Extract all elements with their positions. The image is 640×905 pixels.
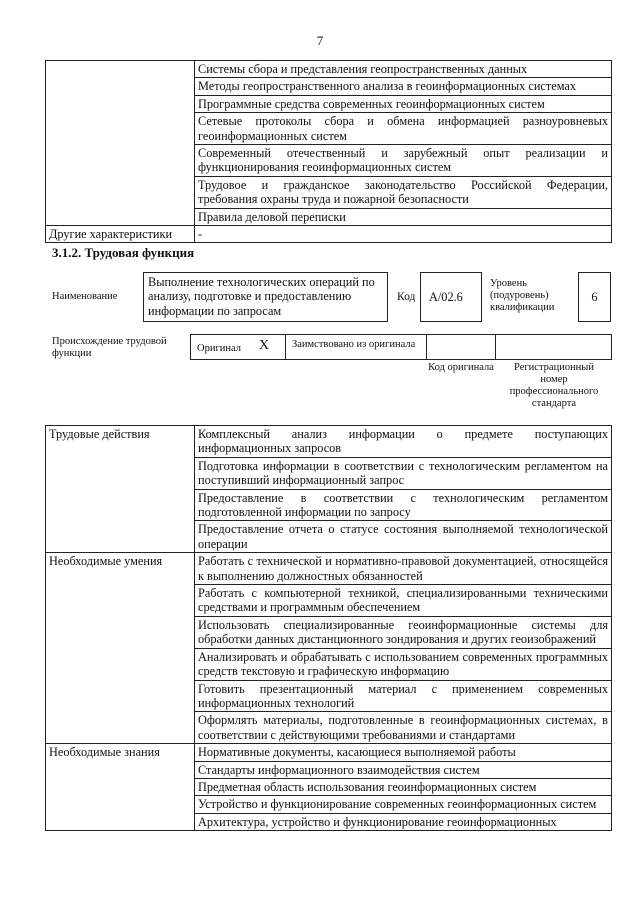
table-row: Предоставление отчета о статусе состояния выполняемой технологической операции [195, 521, 612, 553]
actions-label: Трудовые действия [46, 426, 195, 553]
original-mark: X [259, 338, 270, 353]
table-row: Программные средства современных геоинформационных систем [195, 95, 612, 112]
table-row: Устройство и функционирование современных геоинформационных систем [195, 796, 612, 813]
page-number: 7 [316, 33, 324, 48]
code-original-label: Код оригинала [428, 362, 494, 373]
table-row: Готовить презентационный материал с применением современных информационных технологий [195, 680, 612, 712]
table-row: Системы сбора и представления геопространственных данных [195, 61, 612, 78]
code-label: Код [397, 291, 416, 303]
section-title: 3.1.2. Трудовая функция [52, 245, 195, 260]
borrowed-label: Заимствовано из оригинала [292, 339, 416, 350]
table-row: Использовать специализированные геоинформационные системы для обработки данных дистанционного зондирования и других геоизображений [195, 616, 612, 648]
other-characteristics-value: - [195, 226, 612, 243]
table-row: Правила деловой переписки [195, 208, 612, 225]
table-row: Нормативные документы, касающиеся выполняемой работы [195, 744, 612, 761]
table-row: Работать с технической и нормативно-правовой документацией, относящейся к выполнению должностных обязанностей [195, 553, 612, 585]
borrowed-box [285, 334, 427, 360]
knowledge-continuation-table [45, 60, 612, 243]
code-value-box: А/02.6 [420, 272, 482, 322]
table-row: Трудовое и гражданское законодательство Российской Федерации, требования охраны труда и пожарной безопасности [195, 176, 612, 208]
table-row: Комплексный анализ информации о предмете поступающих информационных запросов [195, 426, 612, 458]
table-row: Анализировать и обрабатывать с использованием современных программных средств текстовую и графическую информацию [195, 648, 612, 680]
origin-label: Происхождение трудовой функции [52, 336, 167, 359]
table-row: Сетевые протоколы сбора и обмена информацией разноуровневых геоинформационных систем [195, 113, 612, 145]
original-box [190, 334, 286, 360]
reg-number-box [495, 334, 612, 360]
function-details-table [45, 425, 612, 831]
reg-number-label: Регистрационный номер профессионального стандарта [509, 362, 599, 409]
table-row: Стандарты информационного взаимодействия систем [195, 761, 612, 778]
empty-label-cell [46, 61, 195, 226]
table-row: Методы геопространственного анализа в геоинформационных системах [195, 78, 612, 95]
knowledge-label: Необходимые знания [46, 744, 195, 831]
table-row: Предметная область использования геоинформационных систем [195, 778, 612, 795]
name-label: Наименование [52, 291, 118, 302]
table-row: Подготовка информации в соответствии с технологическим регламентом на поступивший информационный запрос [195, 457, 612, 489]
table-row: Современный отечественный и зарубежный опыт реализации и функционирования геоинформационных систем [195, 145, 612, 177]
table-row: Оформлять материалы, подготовленные в геоинформационных системах, в соответствии с действующими требованиями и стандартами [195, 712, 612, 744]
original-label: Оригинал [197, 343, 241, 354]
skills-label: Необходимые умения [46, 553, 195, 744]
table-row: Работать с компьютерной техникой, специализированными техническими средствами и программным обеспечением [195, 585, 612, 617]
table-row: Предоставление в соответствии с технологическим регламентом подготовленной информации по запросу [195, 489, 612, 521]
level-value-box: 6 [578, 272, 611, 322]
function-name-box: Выполнение технологических операций по анализу, подготовке и предоставлению информации по запросам [143, 272, 388, 322]
table-row: Архитектура, устройство и функционирование геоинформационных [195, 813, 612, 830]
code-original-box [426, 334, 496, 360]
other-characteristics-label: Другие характеристики [46, 226, 195, 243]
level-label: Уровень (подуровень) квалификации [490, 278, 555, 313]
